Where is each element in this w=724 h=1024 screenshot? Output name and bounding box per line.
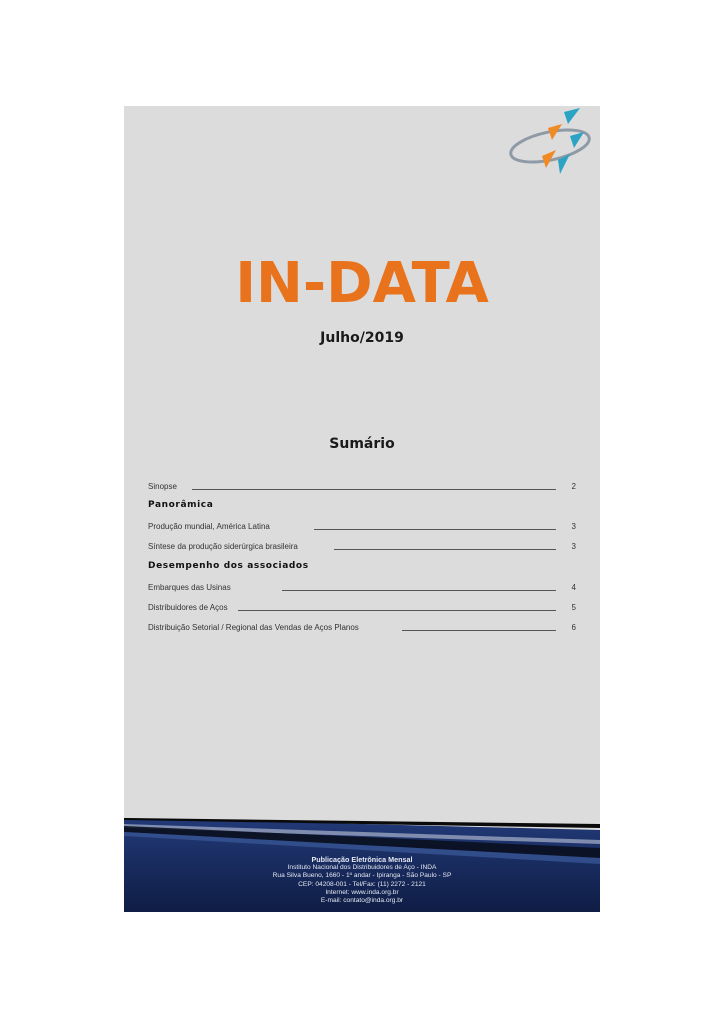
toc-leader — [334, 549, 556, 550]
publication-date: Julho/2019 — [320, 330, 404, 346]
toc-section-panoramica: Panorâmica — [148, 500, 214, 510]
toc-entry-sinopse[interactable] — [148, 480, 576, 494]
toc-entry-page: 5 — [571, 603, 576, 612]
toc-entry-page: 3 — [571, 522, 576, 531]
footer-address: Rua Silva Bueno, 1660 - 1º andar - Ipiranga - São Paulo - SP — [272, 872, 452, 880]
footer-website[interactable]: Internet: www.inda.org.br — [325, 888, 399, 896]
cover-page — [124, 106, 600, 912]
footer-cep-phone: CEP: 04208-001 - Tel/Fax: (11) 2272 - 2121 — [298, 880, 426, 888]
toc-entry-page: 6 — [571, 623, 576, 632]
toc-entry-label: Sinopse — [148, 482, 177, 491]
footer-text — [124, 856, 600, 905]
toc-heading: Sumário — [329, 436, 395, 452]
toc-section-desempenho: Desempenho dos associados — [148, 561, 309, 571]
toc-entry-label: Embarques das Usinas — [148, 583, 231, 592]
inda-logo — [506, 106, 600, 182]
toc-entry-sintese[interactable] — [148, 540, 576, 554]
toc-entry-label: Produção mundial, América Latina — [148, 522, 270, 531]
toc-entry-label: Distribuidores de Aços — [148, 603, 228, 612]
toc-entry-label: Síntese da produção siderúrgica brasileira — [148, 542, 298, 551]
toc-entry-producao-mundial[interactable] — [148, 520, 576, 534]
footer-banner — [124, 818, 600, 912]
footer-email[interactable]: E-mail: contato@inda.org.br — [320, 897, 404, 905]
footer-title: Publicação Eletrônica Mensal — [311, 855, 413, 864]
toc-leader — [314, 529, 556, 530]
toc-entry-page: 3 — [571, 542, 576, 551]
toc-entry-page: 2 — [571, 482, 576, 491]
toc-leader — [282, 590, 556, 591]
toc-leader — [192, 489, 556, 490]
footer-institute: Instituto Nacional dos Distribuidores de Aço - INDA — [287, 864, 437, 872]
toc-entry-distribuidores[interactable] — [148, 601, 576, 615]
publication-title: IN-DATA — [235, 251, 489, 316]
toc-entry-page: 4 — [571, 583, 576, 592]
toc-leader — [402, 630, 556, 631]
toc-leader — [238, 610, 556, 611]
toc-entry-distribuicao-setorial[interactable] — [148, 621, 576, 635]
toc-entry-embarques[interactable] — [148, 581, 576, 595]
toc-entry-label: Distribuição Setorial / Regional das Vendas de Aços Planos — [148, 623, 359, 632]
